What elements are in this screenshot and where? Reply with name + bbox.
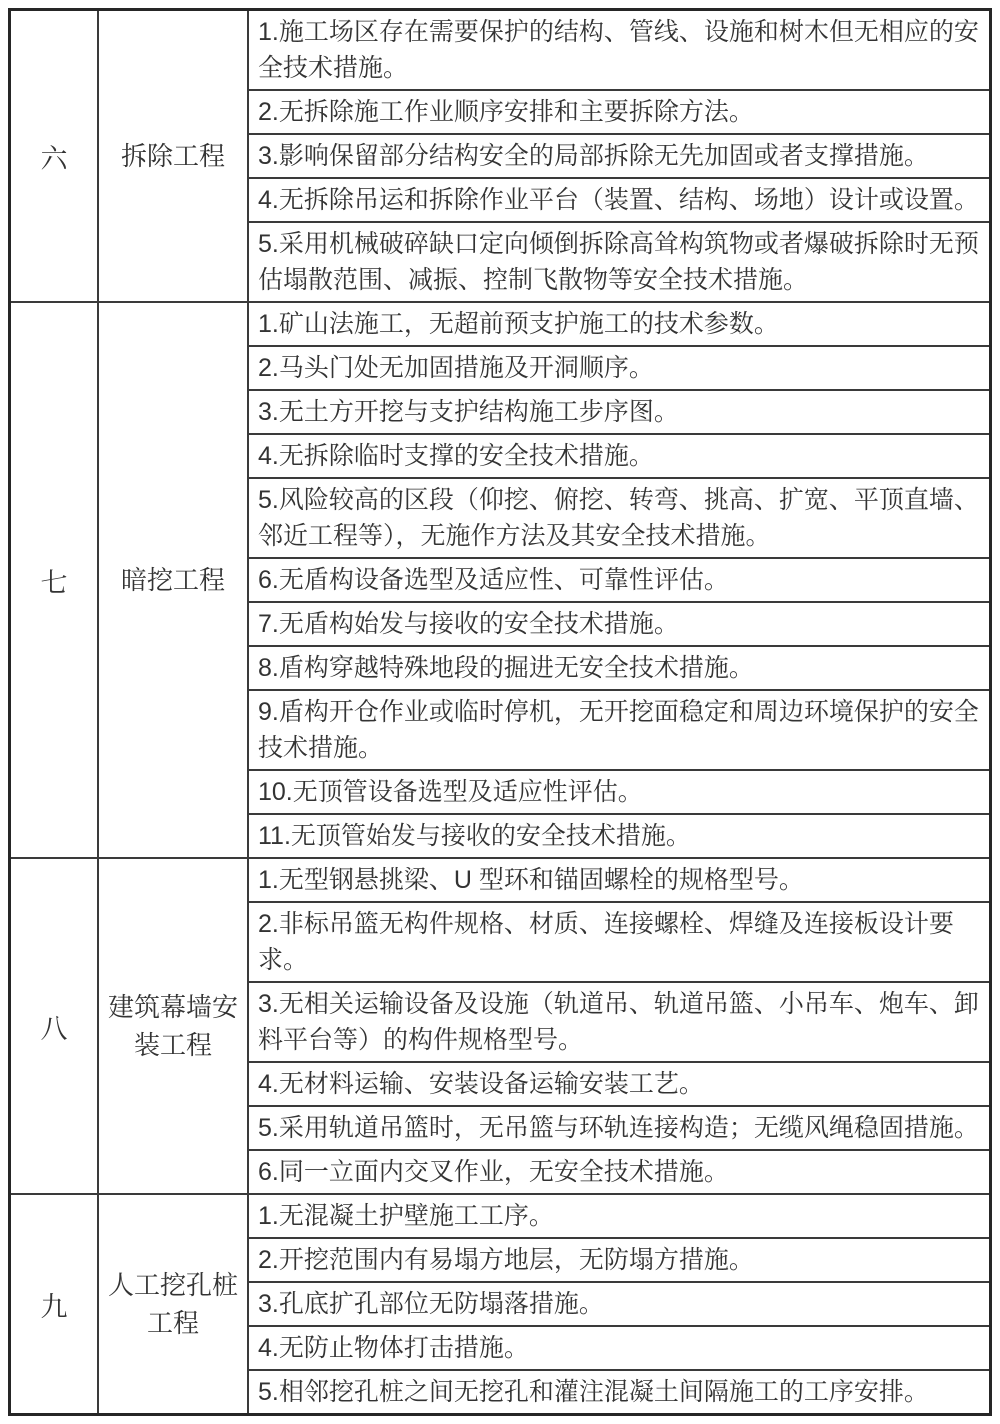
checklist-item: 1.施工场区存在需要保护的结构、管线、设施和树木但无相应的安全技术措施。 [248, 10, 991, 91]
checklist-item: 4.无拆除吊运和拆除作业平台（装置、结构、场地）设计或设置。 [248, 178, 991, 222]
checklist-item: 1.无混凝土护壁施工工序。 [248, 1194, 991, 1238]
checklist-item: 6.无盾构设备选型及适应性、可靠性评估。 [248, 558, 991, 602]
checklist-item: 3.孔底扩孔部位无防塌落措施。 [248, 1282, 991, 1326]
checklist-item: 5.风险较高的区段（仰挖、俯挖、转弯、挑高、扩宽、平顶直墙、邻近工程等），无施作方法及其安全技术措施。 [248, 478, 991, 558]
checklist-item: 5.采用轨道吊篮时，无吊篮与环轨连接构造；无缆风绳稳固措施。 [248, 1106, 991, 1150]
checklist-item: 9.盾构开仓作业或临时停机，无开挖面稳定和周边环境保护的安全技术措施。 [248, 690, 991, 770]
table-row [10, 858, 991, 902]
checklist-item: 2.开挖范围内有易塌方地层，无防塌方措施。 [248, 1238, 991, 1282]
checklist-item: 4.无拆除临时支撑的安全技术措施。 [248, 434, 991, 478]
checklist-item: 5.相邻挖孔桩之间无挖孔和灌注混凝土间隔施工的工序安排。 [248, 1370, 991, 1415]
section-number: 六 [10, 10, 99, 303]
checklist-item: 4.无防止物体打击措施。 [248, 1326, 991, 1370]
checklist-item: 11.无顶管始发与接收的安全技术措施。 [248, 814, 991, 858]
checklist-item: 2.非标吊篮无构件规格、材质、连接螺栓、焊缝及连接板设计要求。 [248, 902, 991, 982]
checklist-item: 2.马头门处无加固措施及开洞顺序。 [248, 346, 991, 390]
checklist-item: 3.影响保留部分结构安全的局部拆除无先加固或者支撑措施。 [248, 134, 991, 178]
table-row [10, 10, 991, 91]
checklist-item: 6.同一立面内交叉作业，无安全技术措施。 [248, 1150, 991, 1194]
section-number: 八 [10, 858, 99, 1194]
checklist-item: 5.采用机械破碎缺口定向倾倒拆除高耸构筑物或者爆破拆除时无预估塌散范围、减振、控制飞散物等安全技术措施。 [248, 222, 991, 302]
section-category: 人工挖孔桩工程 [98, 1194, 248, 1415]
checklist-item: 2.无拆除施工作业顺序安排和主要拆除方法。 [248, 90, 991, 134]
checklist-item: 1.无型钢悬挑梁、U 型环和锚固螺栓的规格型号。 [248, 858, 991, 902]
section-number: 九 [10, 1194, 99, 1415]
safety-checklist-table [8, 8, 992, 1416]
checklist-item: 1.矿山法施工，无超前预支护施工的技术参数。 [248, 302, 991, 346]
table-row [10, 1194, 991, 1238]
checklist-item: 10.无顶管设备选型及适应性评估。 [248, 770, 991, 814]
checklist-item: 7.无盾构始发与接收的安全技术措施。 [248, 602, 991, 646]
checklist-item: 3.无相关运输设备及设施（轨道吊、轨道吊篮、小吊车、炮车、卸料平台等）的构件规格型号。 [248, 982, 991, 1062]
checklist-item: 4.无材料运输、安装设备运输安装工艺。 [248, 1062, 991, 1106]
section-category: 建筑幕墙安装工程 [98, 858, 248, 1194]
checklist-item: 8.盾构穿越特殊地段的掘进无安全技术措施。 [248, 646, 991, 690]
section-category: 拆除工程 [98, 10, 248, 303]
checklist-item: 3.无土方开挖与支护结构施工步序图。 [248, 390, 991, 434]
section-category: 暗挖工程 [98, 302, 248, 858]
table-row [10, 302, 991, 346]
section-number: 七 [10, 302, 99, 858]
